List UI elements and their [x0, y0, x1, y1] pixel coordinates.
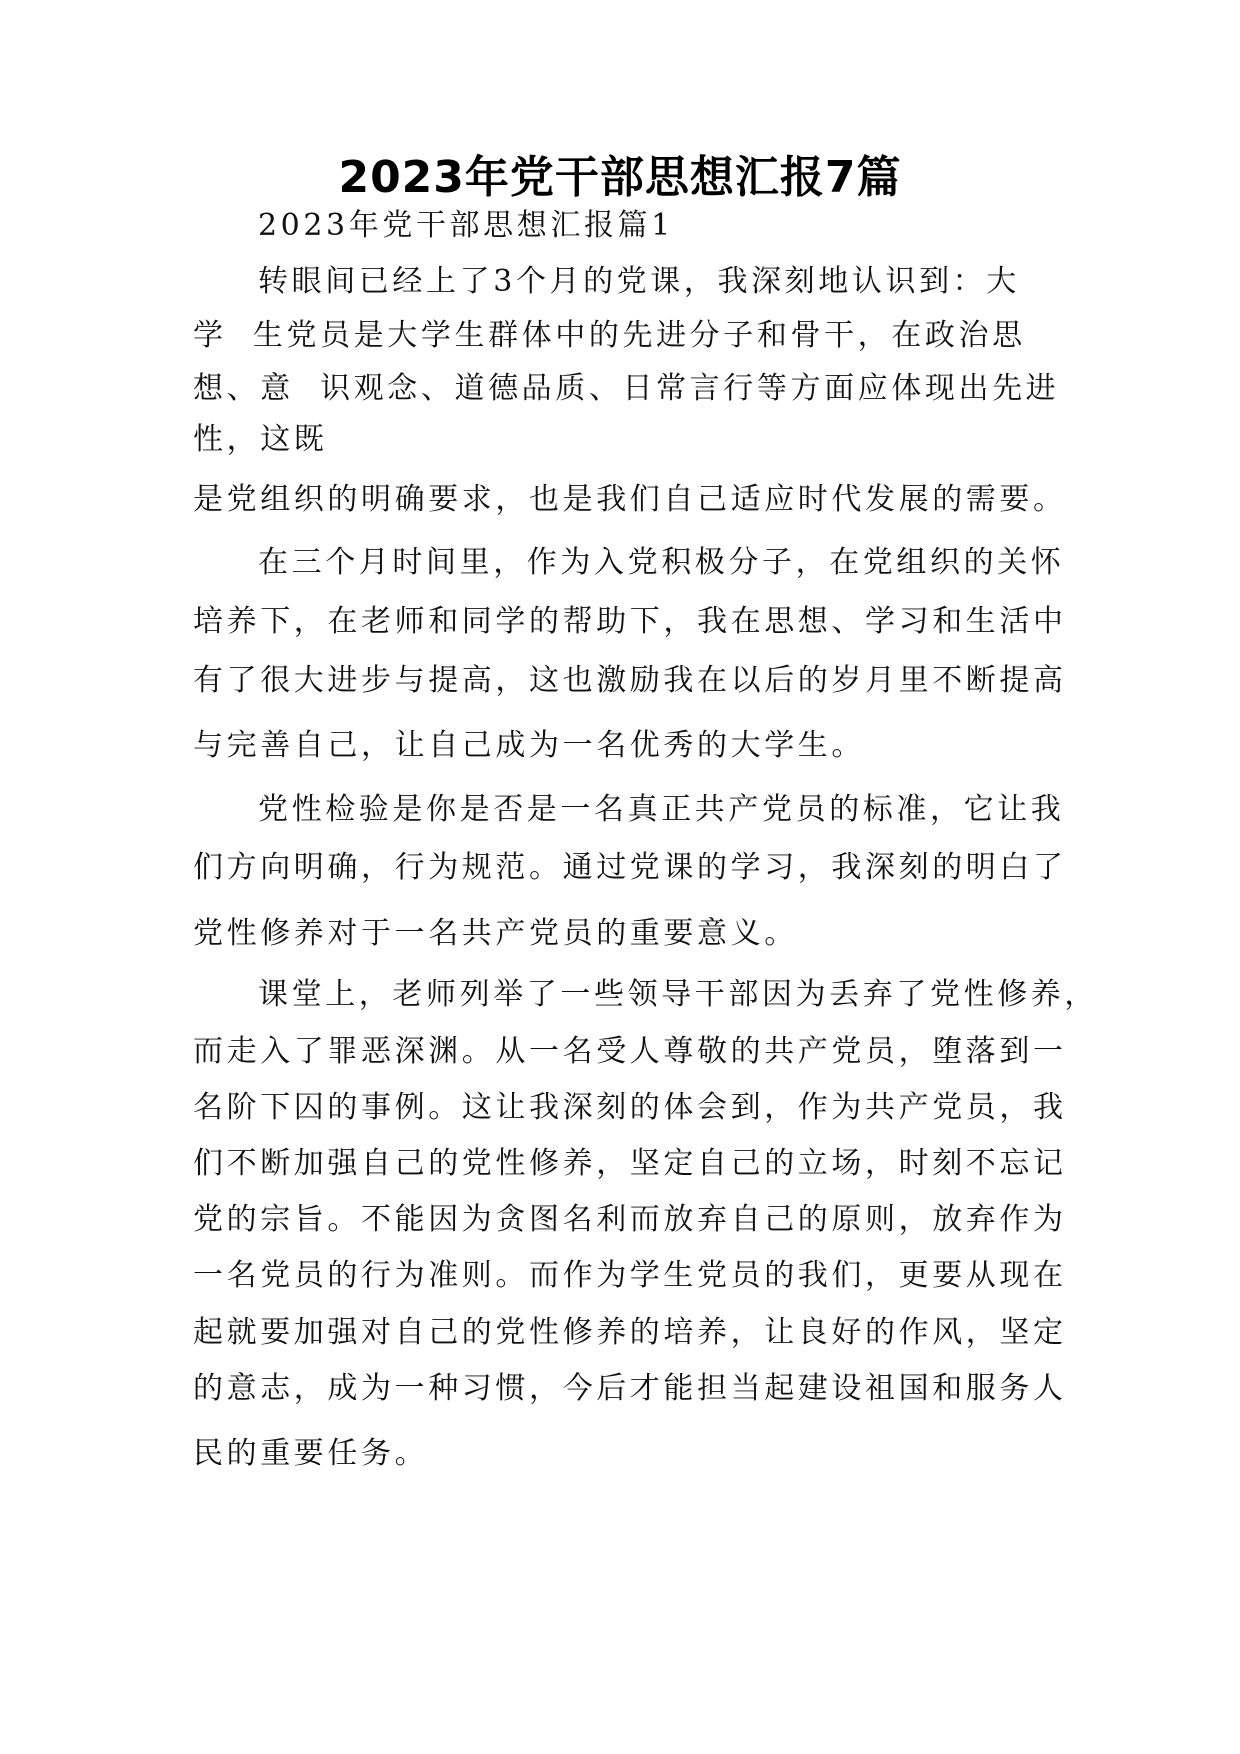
paragraph-line: 在三个月时间里，作为入党积极分子，在党组织的关怀 [258, 545, 1065, 580]
paragraph-line: 们不断加强自己的党性修养，坚定自己的立场，时刻不忘记 [193, 1146, 1067, 1181]
paragraph-line: 党性检验是你是否是一名真正共产党员的标准，它让我 [258, 792, 1065, 827]
paragraph-line: 培养下，在老师和同学的帮助下，我在思想、学习和生活中 [193, 604, 1067, 639]
paragraph-line: 一名党员的行为准则。而作为学生党员的我们，更要从现在 [193, 1258, 1067, 1293]
paragraph-line: 民的重要任务。 [193, 1436, 429, 1471]
paragraph-line: 的意志，成为一种习惯，今后才能担当起建设祖国和服务人 [193, 1371, 1067, 1406]
paragraph-line: 而走入了罪恶深渊。从一名受人尊敬的共产党员，堕落到一 [193, 1034, 1067, 1069]
paragraph-line: 起就要加强对自己的党性修养的培养，让良好的作风，坚定 [193, 1315, 1067, 1350]
paragraph-line: 性，这既 [193, 422, 328, 457]
paragraph-line: 党的宗旨。不能因为贪图名利而放弃自己的原则，放弃作为 [193, 1202, 1067, 1237]
paragraph-line: 课堂上，老师列举了一些领导干部因为丢弃了党性修养， [258, 977, 1098, 1012]
paragraph-line: 名阶下囚的事例。这让我深刻的体会到，作为共产党员，我 [193, 1090, 1067, 1125]
paragraph-line: 党性修养对于一名共产党员的重要意义。 [193, 916, 798, 951]
paragraph-line: 与完善自己，让自己成为一名优秀的大学生。 [193, 728, 865, 763]
paragraph-line: 是党组织的明确要求，也是我们自己适应时代发展的需要。 [193, 482, 1067, 517]
paragraph-line: 们方向明确，行为规范。通过党课的学习，我深刻的明白了 [193, 850, 1067, 885]
paragraph-line: 想、意 识观念、道德品质、日常言行等方面应体现出先进 [193, 371, 1060, 406]
section-heading: 2023年党干部思想汇报篇1 [258, 208, 674, 243]
paragraph-line: 转眼间已经上了3个月的党课，我深刻地认识到：大 [258, 264, 1020, 299]
paragraph-line: 学 生党员是大学生群体中的先进分子和骨干，在政治思 [193, 318, 1026, 353]
document-title: 2023年党干部思想汇报7篇 [338, 152, 902, 203]
paragraph-line: 有了很大进步与提高，这也激励我在以后的岁月里不断提高 [193, 663, 1067, 698]
